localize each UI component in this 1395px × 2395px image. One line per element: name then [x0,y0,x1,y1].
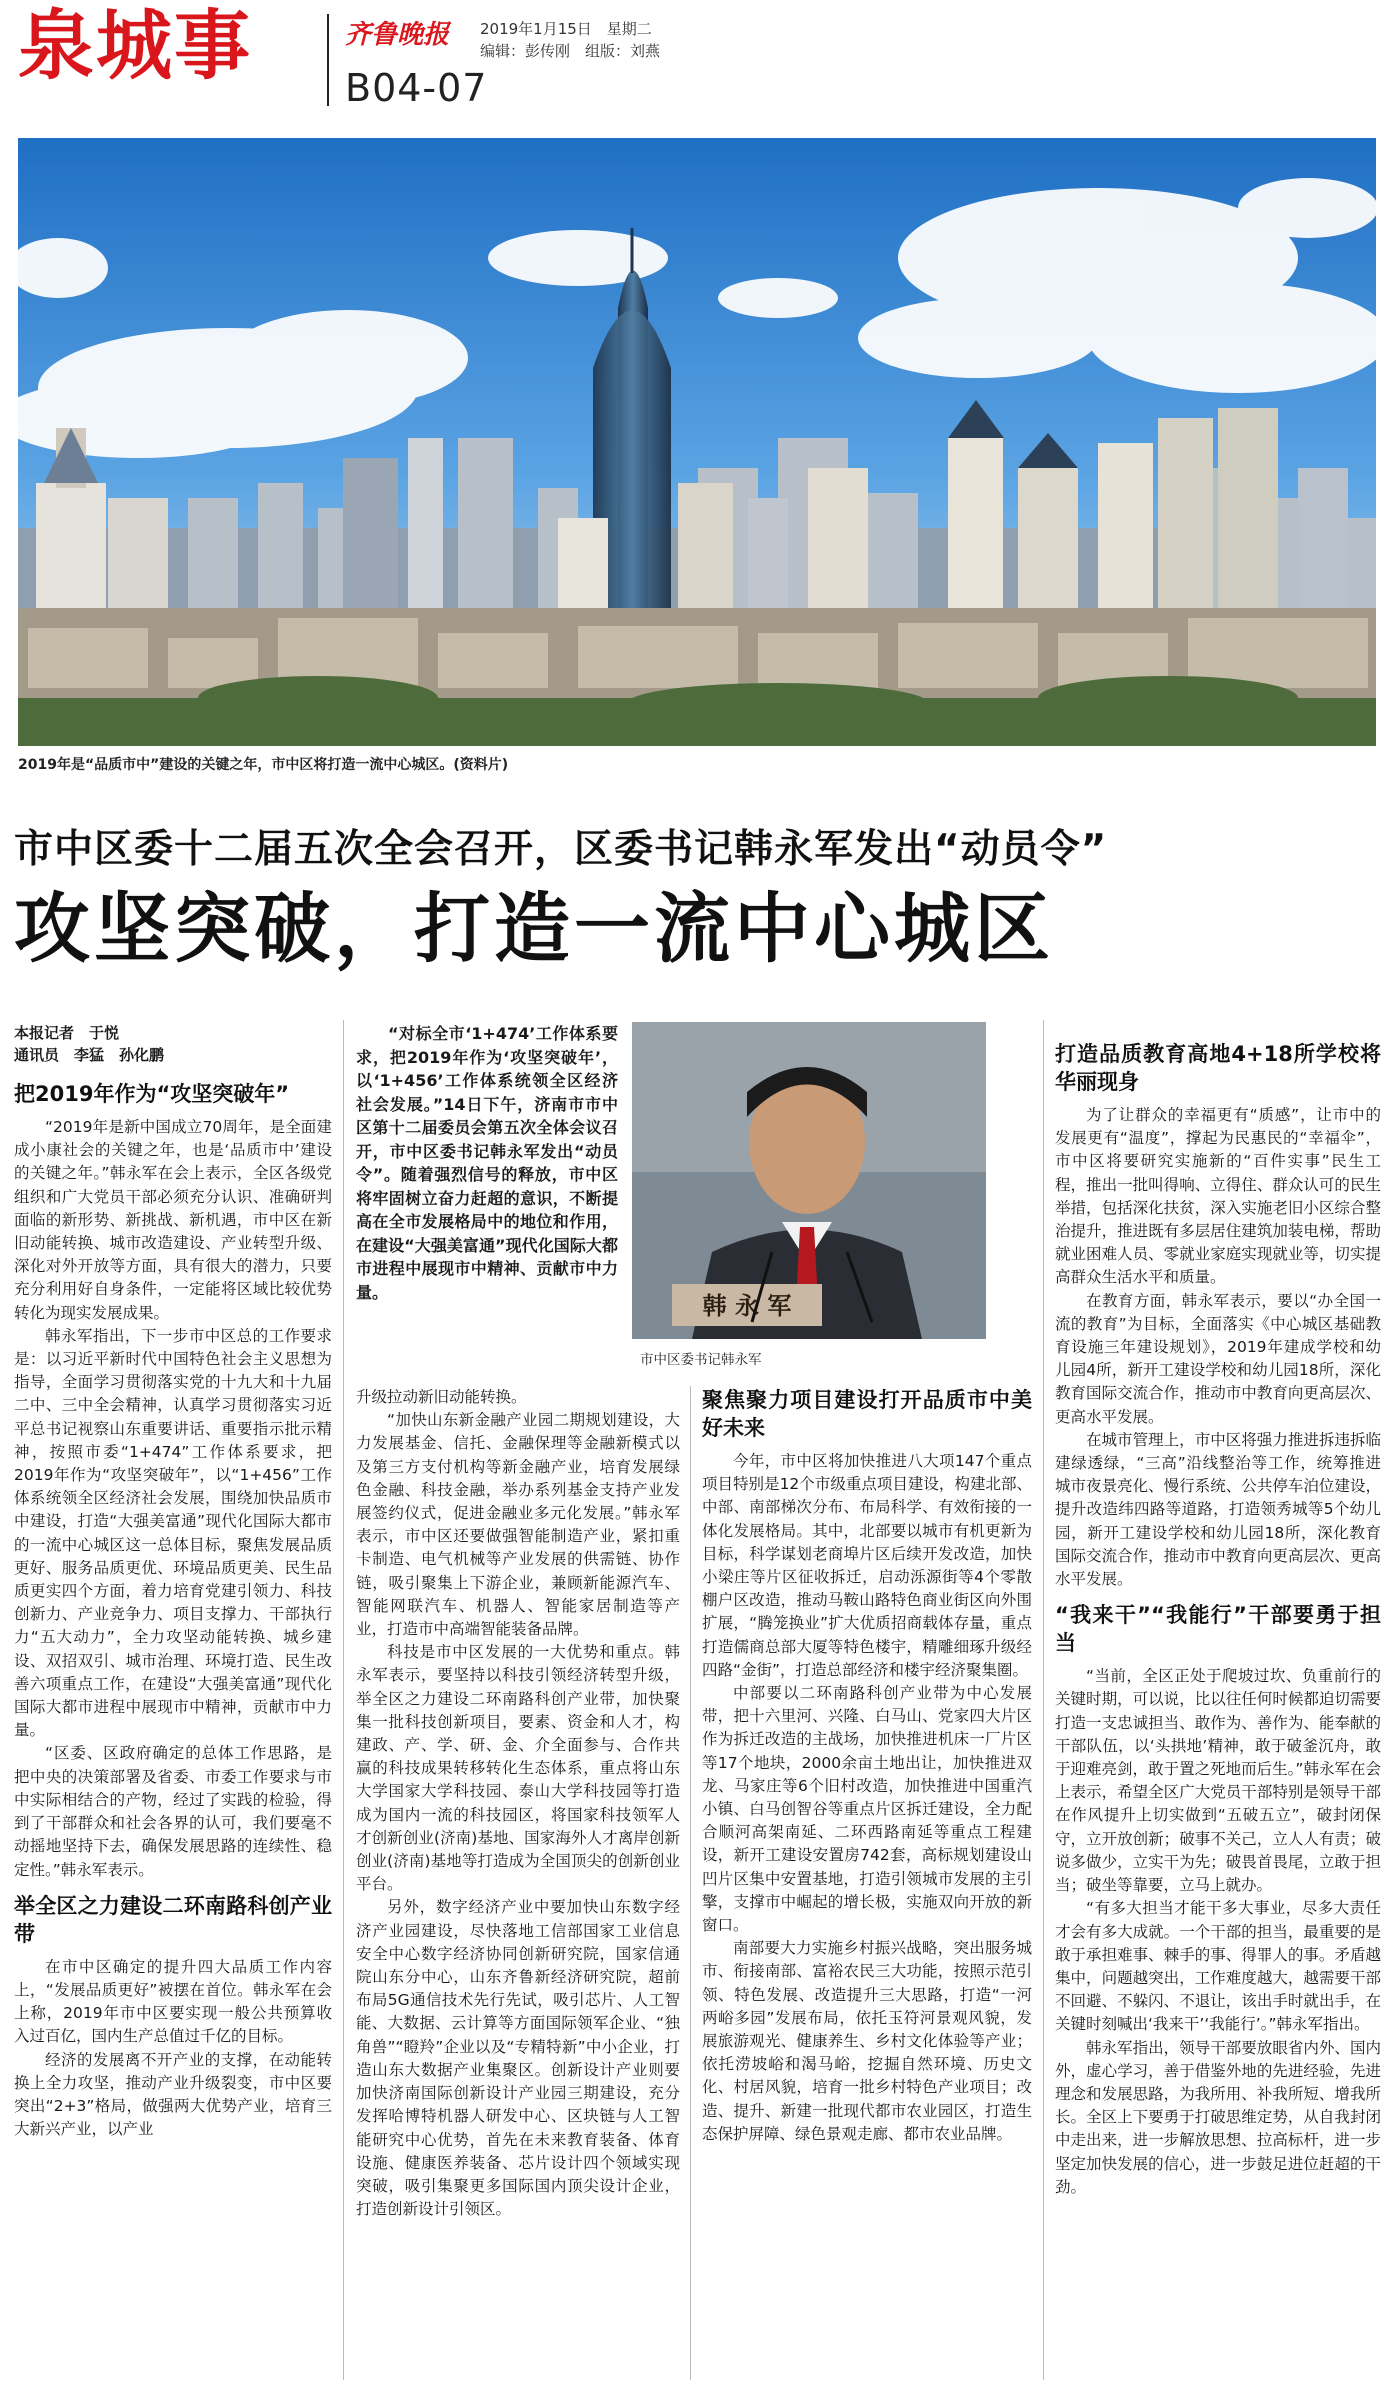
byline-reporter: 本报记者 于悦 [14,1024,120,1042]
paragraph: 另外，数字经济产业中要加快山东数字经济产业园建设，尽快落地工信部国家工业信息安全中心数字经济协同创新研究院，国家信通院山东分中心，山东齐鲁新经济研究院，超前布局5G通信技术先行先试，吸引芯片、人工智能、大数据、云计算等方面国际领军企业、“独角兽”“瞪羚”企业以及“专精特新”中小企业，打造山东大数据产业集聚区。创新设计产业则要加快济南国际创新设计产业园三期建设，充分发挥哈博特机器人研发中心、区块链与人工智能研究中心优势，首先在未来教育装备、体育设施、健康医养装备、芯片设计四个领域实现突破，吸引集聚更多国际国内顶尖设计企业，打造创新设计引领区。 [356,1898,680,2219]
nameplate-text: 韩 永 军 [702,1291,792,1320]
paragraph: “区委、区政府确定的总体工作思路，是把中央的决策部署及省委、市委工作要求与市中实际相结合的产物，经过了实践的检验，得到了干部群众和社会各界的认可，我们要毫不动摇地坚持下去，确保发展思路的连续性、稳定性。”韩永军表示。 [14,1744,332,1879]
portrait-photo [632,1022,986,1339]
paper-logo: 齐鲁晚报 [345,20,450,50]
paragraph: 科技是市中区发展的一大优势和重点。韩永军表示，要坚持以科技引领经济转型升级，举全区之力建设二环南路科创产业带，加快聚集一批科技创新项目，要素、资金和人才，构建政、产、学、研、金、介全面参与、合作共赢的科技成果转移转化生态体系，重点将山东大学国家大学科技园、泰山大学科技园等打造成为国内一流的科技园区，将国家科技领军人才创新创业(济南)基地、国家海外人才离岸创新创业(济南)基地等打造成为全国顶尖的创新创业平台。 [356,1643,680,1894]
paragraph: 韩永军指出，领导干部要放眼省内外、国内外，虚心学习，善于借鉴外地的先进经验，先进理念和发展思路，为我所用、补我所短、增我所长。全区上下要勇于打破思维定势，从自我封闭中走出来，进一步解放思想、拉高标杆，进一步坚定加快发展的信心，进一步鼓足进位赶超的干劲。 [1055,2038,1381,2196]
section-heading: 把2019年作为“攻坚突破年” [14,1082,290,1106]
paragraph: 在教育方面，韩永军表示，要以“办全国一流的教育”为目标，全面落实《中心城区基础教育设施三年建设规划》，2019年建成学校和幼儿园4所，新开工建设学校和幼儿园18所，深化教育国际交流合作，推动市中教育向更高层次、更高水平发展。 [1055,1291,1381,1426]
cityscape-illustration [18,138,1376,746]
photo-caption: 2019年是“品质市中”建设的关键之年，市中区将打造一流中心城区。(资料片) [18,757,509,773]
section-heading: 举全区之力建设二环南路科创产业带 [14,1893,332,1946]
paragraph: “当前，全区正处于爬坡过坎、负重前行的关键时期，可以说，比以往任何时候都迫切需要打造一支忠诚担当、敢作为、善作为、能奉献的干部队伍，以‘头拱地’精神，敢于破釜沉舟，敢于迎难亮剑，敢于置之死地而后生。”韩永军在会上表示，希望全区广大党员干部特别是领导干部在作风提升上切实做到“五破五立”，破封闭保守，立开放创新；破事不关己，立人人有责；破说多做少，立实干为先；破畏首畏尾，立敢于担当；破坐等靠要，立马上就办。 [1055,1667,1381,1895]
header-divider [327,14,329,106]
column-1 [14,1022,332,2141]
paragraph: 为了让群众的幸福更有“质感”，让市中的发展更有“温度”，撑起为民惠民的“幸福伞”，市中区将要研究实施新的“百件实事”民生工程，推出一批叫得响、立得住、群众认可的民生举措，包括深化扶贫，深入实施老旧小区综合整治提升，推进既有多层居住建筑加装电梯，帮助就业困难人员、零就业家庭实现就业等，切实提高群众生活水平和质量。 [1055,1106,1381,1287]
portrait-caption: 市中区委书记韩永军 [640,1352,762,1368]
byline-correspondents: 通讯员 李猛 孙化鹏 [14,1046,165,1064]
lead-paragraph [356,1022,618,1304]
column-2 [356,1386,680,2221]
section-heading: “我来干”“我能行”干部要勇于担当 [1055,1603,1381,1656]
paragraph: 在城市管理上，市中区将强力推进拆违拆临建绿透绿，“三高”沿线整治等工作，统筹推进城市夜景亮化、慢行系统、公共停车泊位建设，提升改造纬四路等道路，打造领秀城等5个幼儿园，新开工建设学校和幼儿园18所，深化教育国际交流合作，推动市中教育向更高层次、更高水平发展。 [1055,1430,1381,1589]
section-heading: 打造品质教育高地4+18所学校将华丽现身 [1055,1042,1381,1094]
column-rule [1043,1020,1044,2380]
paragraph: “加快山东新金融产业园二期规划建设，大力发展基金、信托、金融保理等金融新模式以及第三方支付机构等新金融产业，培育发展绿色金融、科技金融，举办系列基金支持产业发展签约仪式，促进金融业多元化发展。”韩永军表示，市中区还要做强智能制造产业，紧扣重卡制造、电气机械等产业发展的供需链、协作链，吸引聚集上下游企业，兼顾新能源汽车、智能网联汽车、机器人、智能家居制造等产业，打造市中高端智能装备品牌。 [356,1411,680,1639]
paragraph: 韩永军指出，下一步市中区总的工作要求是：以习近平新时代中国特色社会主义思想为指导，全面学习贯彻落实党的十九大和十九届二中、三中全会精神，认真学习贯彻落实习近平总书记视察山东重要讲话、重要指示批示精神，按照市委“1+474”工作体系要求，把2019年作为“攻坚突破年”，以“1+456”工作体系统领全区经济社会发展，围绕加快品质市中建设，打造“大强美富通”现代化国际大都市的一流中心城区这一总体目标，聚焦发展品质更好、服务品质更优、环境品质更美、民生品质更实四个方面，着力培育党建引领力、科技创新力、产业竞争力、项目支撑力、干部执行力“五大动力”，全力攻坚动能转换、城乡建设、双招双引、城市治理、环境打造、民生改善六项重点工作，在建设“大强美富通”现代化国际大都市进程中展现市中精神，贡献市中力量。 [14,1326,332,1740]
paragraph: 在市中区确定的提升四大品质工作内容上，“发展品质更好”被摆在首位。韩永军在会上称，2019年市中区要实现一般公共预算收入过百亿，国内生产总值过千亿的目标。 [14,1957,332,2046]
cityscape-photo [18,138,1376,746]
column-rule [690,1386,691,2380]
paragraph: 中部要以二环南路科创产业带为中心发展带，把十六里河、兴隆、白马山、党家四大片区作为拆迁改造的主战场，加快推进机床一厂片区等17个地块，2000余亩土地出让，加快推进双龙、马家庄等6个旧村改造，加快推进中国重汽小镇、白马创智谷等重点片区拆迁建设，全力配合顺河高架南延、二环西路南延等重点工程建设，新开工建设安置房742套，高标规划建设山凹片区集中安置基地，打造引领城市发展的主引擎，支撑市中崛起的增长极，实施双向开放的新窗口。 [702,1684,1032,1935]
paragraph: 经济的发展离不开产业的支撑，在动能转换上全力攻坚，推动产业升级裂变，市中区要突出“2+3”格局，做强两大优势产业，培育三大新兴产业，以产业 [14,2050,332,2139]
lead-text: “对标全市‘1+474’工作体系要求，把2019年作为‘攻坚突破年’，以‘1+456’工作体系统领全区经济社会发展。”14日下午，济南市市中区第十二届委员会第五次全体会议召开，市中区委书记韩永军发出“动员令”。随着强烈信号的释放，市中区将牢固树立奋力赶超的意识，不断提高在全市发展格局中的地位和作用，在建设“大强美富通”现代化国际大都市进程中展现市中精神、贡献市中力量。 [356,1024,618,1302]
article-headline: 攻坚突破，打造一流中心城区 [14,884,1054,973]
section-heading: 聚焦聚力项目建设打开品质市中美好未来 [702,1388,1032,1440]
paragraph: 今年，市中区将加快推进八大项147个重点项目特别是12个市级重点项目建设，构建北部、中部、南部梯次分布、布局科学、有效衔接的一体化发展格局。其中，北部要以城市有机更新为目标，科学谋划老商埠片区后续开发改造，加快小梁庄等片区征收拆迁，启动泺源街等4个零散棚户区改造，推动马鞍山路特色商业街区向外围扩展，“腾笼换业”扩大优质招商载体存量，重点打造儒商总部大厦等特色楼宇，精雕细琢升级经四路“金街”，打造总部经济和楼宇经济聚集圈。 [702,1452,1032,1679]
column-3 [702,1386,1032,2146]
article-subheadline: 市中区委十二届五次全会召开，区委书记韩永军发出“动员令” [14,827,1108,872]
paragraph: “2019年是新中国成立70周年，是全面建成小康社会的关键之年，也是‘品质市中’建设的关键之年。”韩永军在会上表示，全区各级党组织和广大党员干部必须充分认识、准确研判面临的新形势、新挑战、新机遇，市中区在新旧动能转换、城市改造建设、产业转型升级、深化对外开放等方面，具有很大的潜力，只要充分利用好自身条件，一定能将区域比较优势转化为现实发展成果。 [14,1118,332,1322]
editor-line: 编辑：彭传刚 组版：刘燕 [480,42,661,60]
column-rule [343,1020,344,2380]
paragraph: “有多大担当才能干多大事业，尽多大责任才会有多大成就。一个干部的担当，最重要的是敢于承担难事、棘手的事、得罪人的事。矛盾越集中，问题越突出，工作难度越大，越需要干部不回避、不躲闪、不退让，该出手时就出手，在关键时刻喊出‘我来干’‘我能行’。”韩永军指出。 [1055,1899,1381,2034]
masthead: 泉城事 [18,1,252,90]
page-code: B04-07 [345,66,488,110]
date-line: 2019年1月15日 星期二 [480,20,652,38]
paragraph: 南部要大力实施乡村振兴战略，突出服务城市、衔接南部、富裕农民三大功能，按照示范引领、特色发展、改造提升三大思路，打造“一河两峪多园”发展布局，依托玉符河景观风貌，发展旅游观光、健康养生、乡村文化体验等产业；依托涝坡峪和渴马峪，挖掘自然环境、历史文化、村居风貌，培育一批乡村特色产业项目；改造、提升、新建一批现代都市农业园区，打造生态保护屏障、绿色景观走廊、都市农业品牌。 [702,1939,1032,2143]
portrait-illustration [632,1022,986,1339]
column-4 [1055,1040,1381,2199]
paragraph: 升级拉动新旧动能转换。 [356,1388,527,1406]
